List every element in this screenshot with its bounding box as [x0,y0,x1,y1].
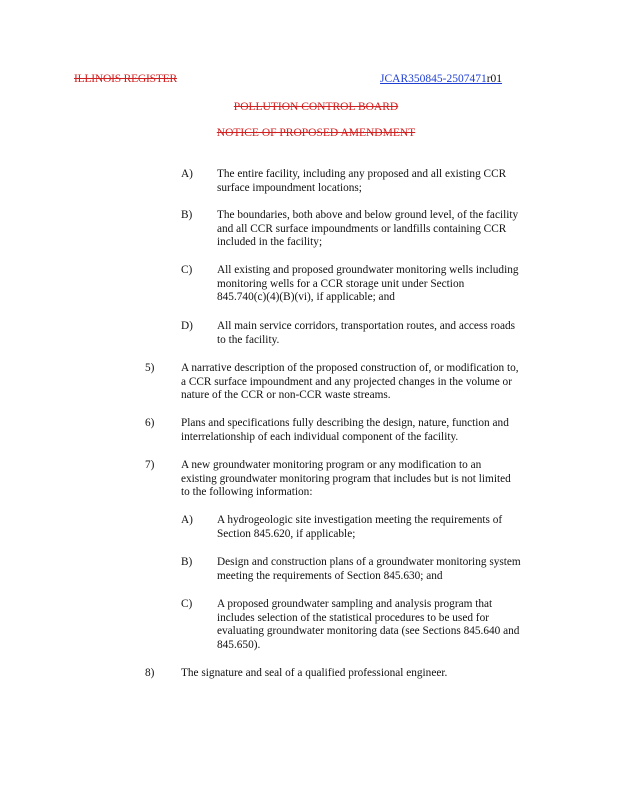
item-text: The entire facility, including any proposed and all existing CCR surface impoundment locations; [217,168,507,194]
item-text: Design and construction plans of a groundwater monitoring system meeting the requirements of Section 845.630; and [217,556,521,582]
item-marker: 5) [145,362,155,374]
item-marker: 7) [145,459,155,471]
item-text: All existing and proposed groundwater monitoring wells including monitoring wells for a CCR storage unit under Section 845.740(c)(4)(B)(vi), if applicable; and [217,264,519,304]
jcar-code-link[interactable]: JCAR350845-2507471 [380,73,487,85]
jcar-code-suffix: r01 [486,73,503,85]
item-marker: A) [181,168,193,180]
item-marker: 8) [145,667,155,679]
item-marker: A) [181,514,193,526]
register-header: ILLINOIS REGISTER [74,73,177,85]
notice-title: NOTICE OF PROPOSED AMENDMENT [216,127,416,139]
item-text: A new groundwater monitoring program or any modification to an existing groundwater monitoring program that includes but is not limited to the following information: [181,459,511,499]
item-marker: B) [181,209,193,221]
item-text: A narrative description of the proposed construction of, or modification to, a CCR surface impoundment and any projected changes in the volume or nature of the CCR or non-CCR waste streams. [181,362,519,402]
item-text: A proposed groundwater sampling and analysis program that includes selection of the statistical procedures to be used for evaluating groundwater monitoring data (see Sections 845.640 and 845.650). [217,598,520,651]
item-text: All main service corridors, transportation routes, and access roads to the facility. [217,320,516,346]
board-title: POLLUTION CONTROL BOARD [233,101,399,113]
item-text: The boundaries, both above and below ground level, of the facility and all CCR surface impoundments or landfills containing CCR included in the facility; [217,209,519,249]
item-marker: B) [181,556,193,568]
item-marker: D) [181,320,193,332]
item-text: Plans and specifications fully describing the design, nature, function and interrelationship of each individual component of the facility. [181,417,509,443]
item-marker: C) [181,598,193,610]
item-marker: C) [181,264,193,276]
item-text: The signature and seal of a qualified professional engineer. [181,667,448,679]
item-text: A hydrogeologic site investigation meeting the requirements of Section 845.620, if applicable; [217,514,503,540]
jcar-code[interactable] [380,73,502,85]
item-marker: 6) [145,417,155,429]
